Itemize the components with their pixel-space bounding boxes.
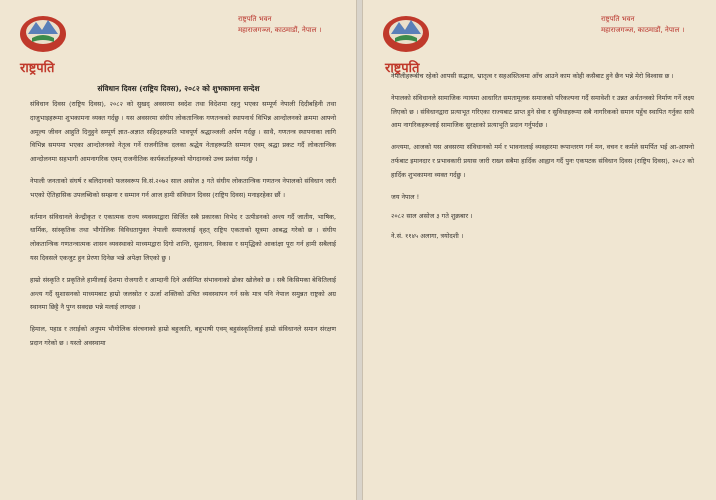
- nepal-sambat-date: ने.सं. ११४५ अलागा, त्रयोदशी ।: [391, 232, 464, 241]
- letter-page-left: [0, 0, 357, 500]
- letter-body: [30, 98, 336, 359]
- paragraph: हिमाल, पहाड र तराईको अनुपम भौगोलिक संरचनाको हाम्रो बहुजाति, बहुभाषी एवम् बहुसंस्कृतिलाई हाम्रो संविधानले समान संरक्षण प्रदान गरेको छ । यस्तो अवस्थामा: [30, 325, 336, 347]
- paragraph: वर्तमान संविधानले केन्द्रीकृत र एकात्मक राज्य व्यवस्थाद्वारा सिर्जित सबै प्रकारका विभेद र उत्पीडनको अन्त्य गर्दै जातीय, भाषिक, धार्मिक, सांस्कृतिक तथा भौगोलिक विविधतायुक्त नेपाली समाजलाई वृहत् राष्ट्रिय एकताको सूत्रमा आबद्ध गरेको छ । संघीय लोकतान्त्रिक गणतन्त्रात्मक शासन व्यवस्थाको माध्यमद्वारा दिगो शान्ति, सुशासन, विकास र समृद्धिको आकांक्षा पूरा गर्न हामी सबैलाई यस दिवसले एकजुट हुन प्रेरणा दिनेछ भन्ने अपेक्षा लिएको छु ।: [30, 212, 336, 262]
- letter-body: [391, 70, 694, 250]
- letter-page-right: [362, 0, 716, 500]
- paragraph: नेपालीहरूबीच रहेको आपसी सद्भाव, भ्रातृत्व र सहअस्तित्वमा आँच आउने काम कोही कसैबाट हुने छैन भन्ने मेरो विश्वास छ ।: [391, 72, 674, 80]
- paragraph: नेपालको संविधानले सामाजिक न्यायमा आधारित समतामूलक समाजको परिकल्पना गर्दै समावेशी र उन्नत अर्थतन्त्रको निर्माण गर्ने लक्ष्य लिएको छ । संविधानद्वारा प्रत्याभूत गरिएका राज्यबाट प्राप्त हुने सेवा र सुविधाहरूमा सबै नागरिकको समान पहुँच स्थापित गर्नुका साथै आम नागरिकहरूलाई सामाजिक सुरक्षाको प्रत्याभूति प्रदान गर्नुपर्दछ ।: [391, 93, 694, 130]
- nepal-emblem-icon: [381, 12, 431, 54]
- paragraph: अन्त्यमा, आजको यस अवसरमा संविधानको मर्म र भावनालाई व्यवहारमा रूपान्तरण गर्न मन, वचन र कर्मले समर्पित भई आ-आफ्नो तर्फबाट इमानदार र प्रभावकारी प्रयास जारी राख्न सबैमा हार्दिक आह्वान गर्दै पुनः एकपटक संविधान दिवस (राष्ट्रिय दिवस), २०८२ को हार्दिक शुभकामना व्यक्त गर्दछु ।: [391, 143, 694, 179]
- org-name: राष्ट्रपति: [20, 61, 55, 76]
- office-line-2: महाराजगञ्ज, काठमाडौं, नेपाल ।: [238, 26, 322, 34]
- office-address: [601, 14, 684, 36]
- closing-block: [391, 191, 694, 244]
- nepal-emblem-icon: [18, 12, 68, 54]
- paragraph: संविधान दिवस (राष्ट्रिय दिवस), २०८२ को सुखद् अवसरमा स्वदेश तथा विदेशमा रहनु भएका सम्पूर्ण नेपाली दिदीबहिनी तथा दाजुभाइहरूमा शुभकामना व्यक्त गर्दछु । यस अवसरमा संघीय लोकतान्त्रिक गणतन्त्रको स्थापनार्थ विभिन्न आन्दोलनको क्रममा आफ्नो अमूल्य जीवन आहुति दिनुहुने सम्पूर्ण ज्ञात-अज्ञात सहिदहरूप्रति भावपूर्ण श्रद्धाञ्जली अर्पण गर्दछु । साथै, गणतन्त्र स्थापनाका लागि विभिन्न समयमा भएका आन्दोलनको नेतृत्व गर्ने राजनीतिक दलका श्रद्धेय नेताहरूप्रति सम्मान एवम् श्रद्धा प्रकट गर्दै लोकतान्त्रिक आन्दोलनमा सहभागी आमनागरिक एवम् राजनीतिक कार्यकर्ताहरूको योगदानको उच्च प्रशंसा गर्दछु ।: [30, 100, 336, 164]
- letter-date: २०८२ साल असोज ३ गते शुक्रबार ।: [391, 212, 473, 221]
- office-line-1: राष्ट्रपति भवन: [238, 15, 272, 23]
- office-line-1: राष्ट्रपति भवन: [601, 15, 635, 23]
- org-name: राष्ट्रपति: [385, 61, 420, 76]
- office-line-2: महाराजगञ्ज, काठमाडौं, नेपाल ।: [601, 26, 685, 34]
- office-address: [238, 14, 321, 36]
- letter-title: संविधान दिवस (राष्ट्रिय दिवस), २०८२ को शुभकामना सन्देश: [97, 84, 260, 93]
- paragraph: हाम्रो संस्कृति र प्रकृतिले हामीलाई देशमा रोजगारी र आम्दानी दिने असीमित संभावनाको ढोका खोलेको छ । सबै किसिमका बेथितिलाई अन्त्य गर्दै सुशासनको माध्यमबाट हाम्रो जलस्रोत र ऊर्जा शक्तिको उचित व्यवस्थापन गर्न सके मात्र पनि नेपाल समुन्नत राष्ट्रको अग्र स्थानमा छिट्टै नै पुग्न सक्दछ भन्ने मलाई लाग्दछ ।: [30, 275, 336, 312]
- closing-salutation: जय नेपाल !: [391, 192, 420, 201]
- paragraph: नेपाली जनताको संघर्ष र बलिदानको फलस्वरूप वि.सं.२०७२ साल असोज ३ गते संघीय लोकतान्त्रिक गणतन्त्र नेपालको संविधान जारी भएको ऐतिहासिक उपलब्धिको सम्झना र सम्मान गर्न आज हामी संविधान दिवस (राष्ट्रिय दिवस) मनाइरहेका छौं ।: [30, 176, 336, 199]
